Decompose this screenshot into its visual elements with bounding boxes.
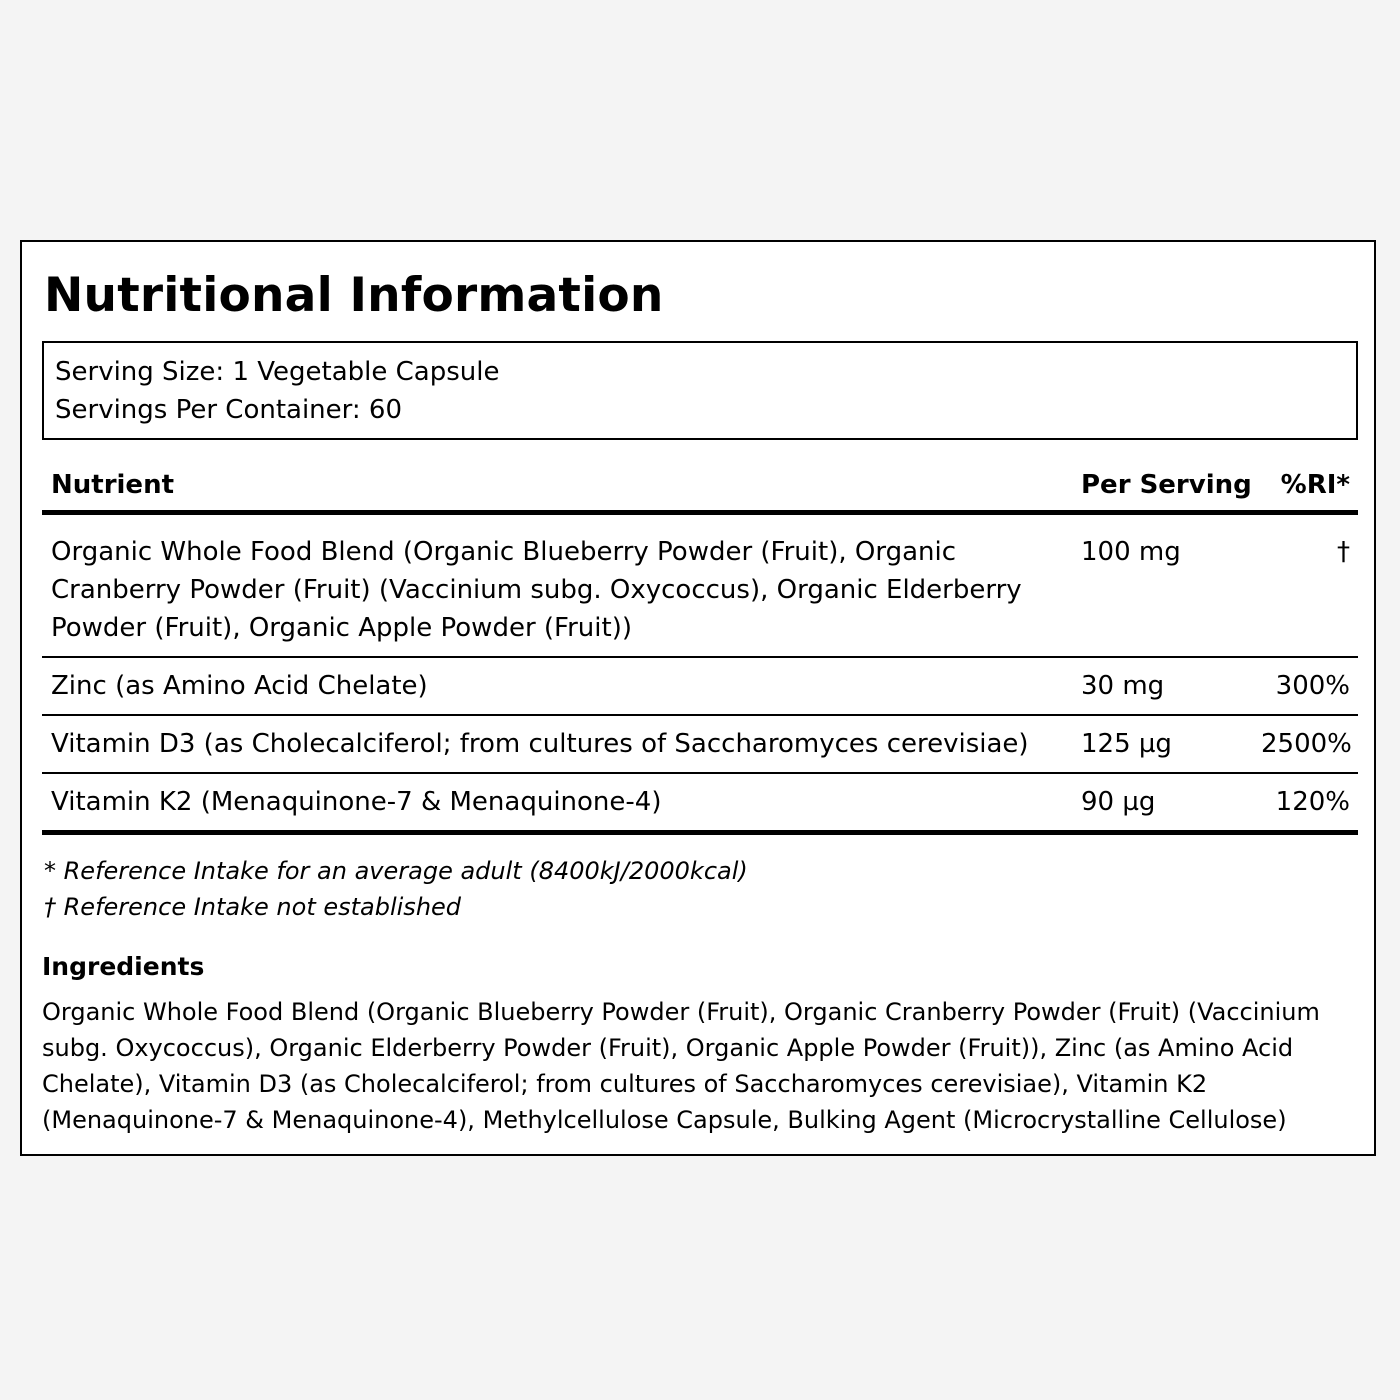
nutrition-panel: [20, 240, 1376, 1156]
serving-size: Serving Size: 1 Vegetable Capsule: [55, 357, 500, 387]
row-nutrient: Organic Whole Food Blend (Organic Blueberry Powder (Fruit), Organic Cranberry Powder (Fruit) (Vaccinium subg. Oxycoccus), Organic Elderberry Powder (Fruit), Organic Apple Powder (Fruit)): [51, 537, 1022, 643]
serving-info-box: [42, 341, 1358, 440]
row-ri: 2500%: [1261, 729, 1352, 759]
ingredients-text: Organic Whole Food Blend (Organic Blueberry Powder (Fruit), Organic Cranberry Powder (Fruit) (Vaccinium subg. Oxycoccus), Organic Elderberry Powder (Fruit), Organic Apple Powder (Fruit)), Zinc (as Amino Acid Chelate), Vitamin D3 (as Cholecalciferol; from cultures of Saccharomyces cerevisiae), Vitamin K2 (Menaquinone-7 & Menaquinone-4), Methylcellulose Capsule, Bulking Agent (Microcrystalline Cellulose): [42, 998, 1320, 1134]
table-row: [42, 716, 1358, 774]
row-nutrient: Vitamin D3 (as Cholecalciferol; from cultures of Saccharomyces cerevisiae): [51, 729, 1029, 759]
row-ri: 120%: [1275, 787, 1350, 817]
table-row: [42, 515, 1358, 658]
table-row: [42, 774, 1358, 835]
ingredients-heading: Ingredients: [42, 952, 205, 981]
panel-title: Nutritional Information: [44, 268, 664, 323]
row-nutrient: Vitamin K2 (Menaquinone-7 & Menaquinone-4): [51, 787, 662, 817]
nutrient-table: [42, 460, 1358, 835]
row-per-serving: 125 µg: [1081, 729, 1172, 759]
row-per-serving: 30 mg: [1081, 671, 1165, 701]
table-header: [42, 460, 1358, 515]
header-ri: %RI*: [1280, 470, 1350, 500]
header-per-serving: Per Serving: [1081, 470, 1252, 500]
row-per-serving: 100 mg: [1081, 537, 1181, 567]
header-nutrient: Nutrient: [51, 470, 175, 500]
ri-footnote: * Reference Intake for an average adult (8400kJ/2000kcal): [44, 857, 748, 885]
table-row: [42, 658, 1358, 716]
row-ri: †: [1337, 537, 1350, 567]
servings-per-container: Servings Per Container: 60: [55, 395, 403, 425]
row-nutrient: Zinc (as Amino Acid Chelate): [51, 671, 428, 701]
footnotes: [44, 853, 748, 925]
row-per-serving: 90 µg: [1081, 787, 1156, 817]
dagger-footnote: † Reference Intake not established: [44, 893, 462, 921]
row-ri: 300%: [1275, 671, 1350, 701]
